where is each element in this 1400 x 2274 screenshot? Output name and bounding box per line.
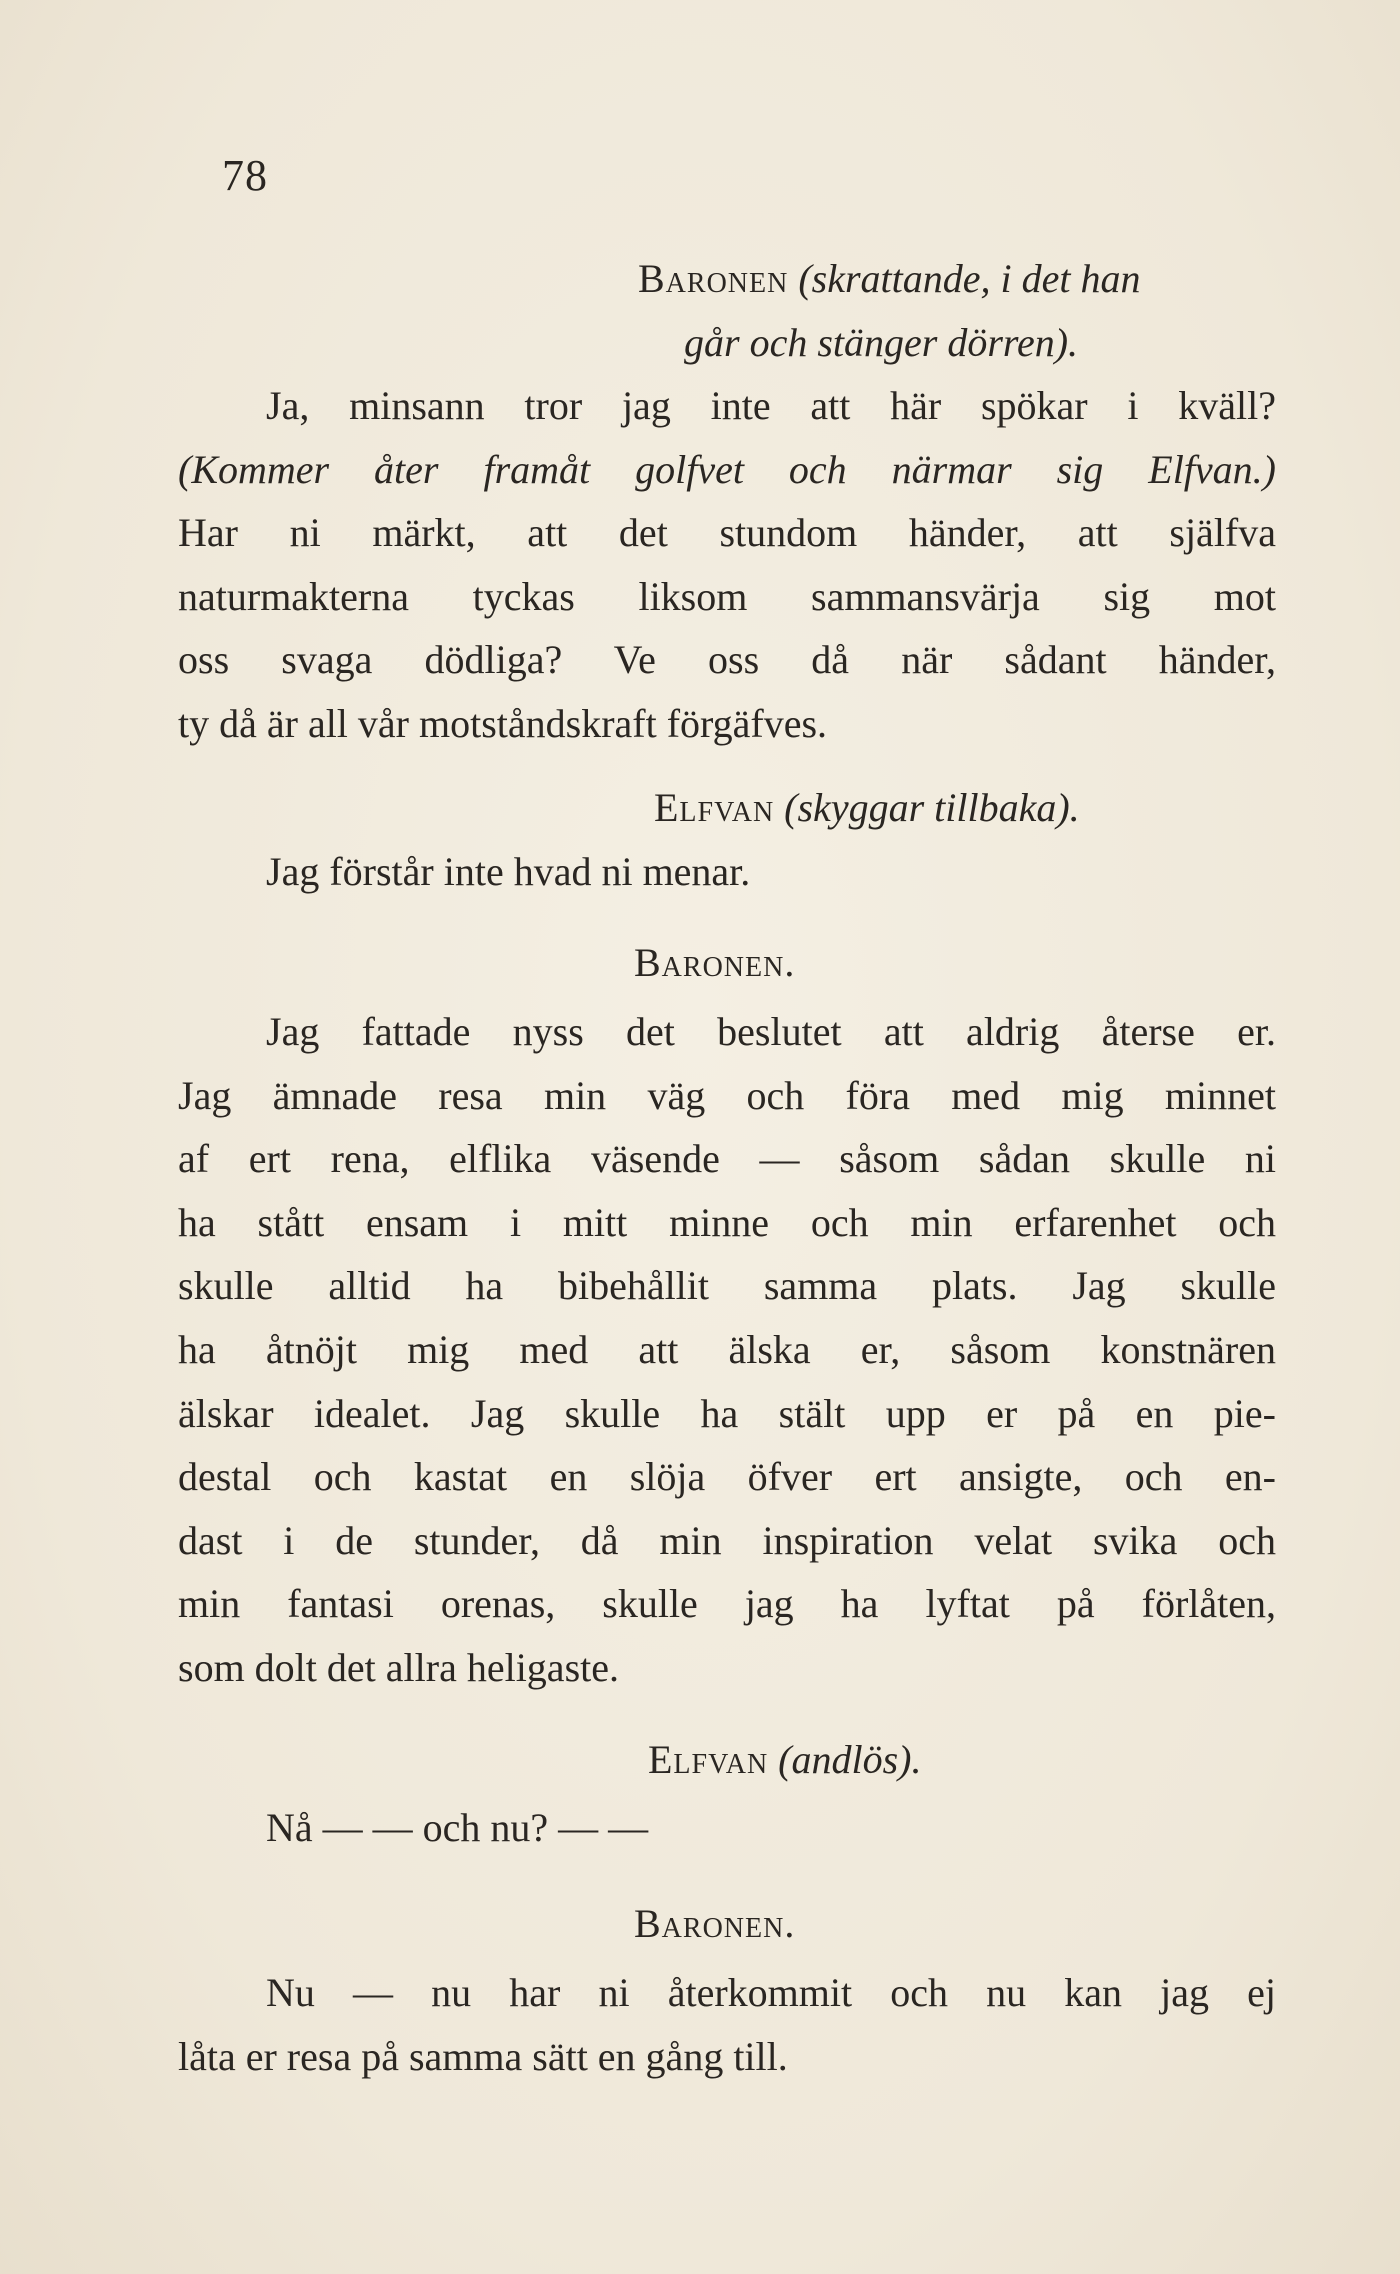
stage-direction-baronen-1: [178, 247, 1276, 374]
speaker-baronen-2: [178, 931, 1276, 995]
text-line: ha stått ensam i mitt minne och min erfarenhet och: [178, 1199, 1276, 1245]
speaker-name: Baronen: [638, 256, 789, 301]
speech-baronen-1: [178, 374, 1276, 756]
stage-direction: går och stänger dörren).: [684, 319, 1079, 365]
text-line: Nu — nu har ni återkommit och nu kan jag ej: [266, 1970, 1276, 2015]
speaker-line: [178, 931, 1276, 995]
text-line: ha åtnöjt mig med att älska er, såsom konstnären: [178, 1326, 1276, 1372]
text-line: som dolt det allra heligaste.: [178, 1644, 619, 1690]
text-line: låta er resa på samma sätt en gång till.: [178, 2033, 788, 2079]
text-line: skulle alltid ha bibehållit samma plats. Jag skulle: [178, 1263, 1276, 1309]
speaker-name: Baronen.: [634, 940, 796, 985]
stage-direction-elfvan-2: [178, 1728, 1276, 1792]
page-number: 78: [222, 151, 268, 200]
speaker-name: Baronen.: [634, 1901, 796, 1946]
speech-baronen-3: [178, 1961, 1276, 2088]
speech-elfvan-2: [178, 1796, 1276, 1860]
speech-baronen-2: [178, 1000, 1276, 1700]
text-line: af ert rena, elflika väsende — såsom sådan skulle ni: [178, 1136, 1276, 1182]
text-line: Jag ämnade resa min väg och föra med mig minnet: [178, 1072, 1276, 1118]
text-line: (Kommer åter framåt golfvet och närmar sig Elfvan.): [178, 446, 1276, 492]
text-line: naturmakterna tyckas liksom sammansvärja sig mot: [178, 573, 1276, 619]
text-line: älskar idealet. Jag skulle ha stält upp er på en pie-: [178, 1390, 1276, 1436]
speech-elfvan-1: [178, 840, 1276, 904]
text-line: min fantasi orenas, skulle jag ha lyftat på förlåten,: [178, 1581, 1276, 1627]
text-line: Jag fattade nyss det beslutet att aldrig återse er.: [266, 1009, 1276, 1054]
stage-direction: (andlös).: [778, 1737, 922, 1782]
text-line: destal och kastat en slöja öfver ert ansigte, och en-: [178, 1454, 1276, 1500]
speaker-name: Elfvan: [648, 1737, 769, 1782]
text-line: Nå — — och nu? — —: [266, 1805, 649, 1850]
text-line: Ja, minsann tror jag inte att här spökar i kväll?: [266, 383, 1276, 428]
stage-direction: (skyggar tillbaka).: [784, 785, 1080, 830]
speaker-line: [178, 247, 1276, 311]
speaker-line: [178, 1892, 1276, 1956]
speaker-line: [178, 776, 1276, 840]
speaker-baronen-3: [178, 1892, 1276, 1956]
speaker-line: [178, 1728, 1276, 1792]
text-line: ty då är all vår motståndskraft förgäfves.: [178, 700, 828, 746]
stage-direction-elfvan-1: [178, 776, 1276, 840]
speaker-line: [178, 311, 1276, 375]
speaker-name: Elfvan: [654, 785, 775, 830]
text-line: oss svaga dödliga? Ve oss då när sådant händer,: [178, 637, 1276, 683]
stage-direction: (skrattande, i det han: [798, 256, 1141, 301]
text-line: dast i de stunder, då min inspiration velat svika och: [178, 1517, 1276, 1563]
text-line: Har ni märkt, att det stundom händer, att själfva: [178, 510, 1276, 556]
text-line: Jag förstår inte hvad ni menar.: [266, 849, 751, 894]
